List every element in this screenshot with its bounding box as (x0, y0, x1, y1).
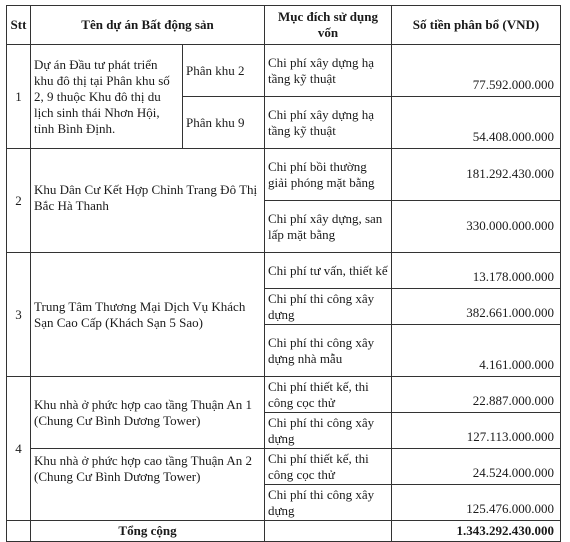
total-purpose-cell (265, 521, 392, 542)
purpose-cell: Chi phí xây dựng hạ tầng kỹ thuật (265, 97, 392, 149)
total-stt-cell (7, 521, 31, 542)
purpose-cell: Chi phí thi công xây dựng (265, 413, 392, 449)
project-name-cell: Dự án Đầu tư phát triển khu đô thị tại Phân khu số 2, 9 thuộc Khu đô thị du lịch sinh thái Nhơn Hội, tỉnh Bình Định. (31, 45, 183, 149)
purpose-cell: Chi phí thi công xây dựng (265, 289, 392, 325)
table-row (7, 253, 561, 289)
header-row (7, 6, 561, 45)
purpose-cell: Chi phí thi công xây dựng nhà mẫu (265, 325, 392, 377)
total-amount: 1.343.292.430.000 (392, 521, 561, 542)
stt-cell: 4 (7, 377, 31, 521)
zone-cell: Phân khu 2 (183, 45, 265, 97)
zone-cell: Phân khu 9 (183, 97, 265, 149)
table-row (7, 149, 561, 201)
purpose-cell: Chi phí thiết kế, thi công cọc thử (265, 449, 392, 485)
amount-cell: 181.292.430.000 (392, 149, 561, 201)
amount-cell: 330.000.000.000 (392, 201, 561, 253)
purpose-cell: Chi phí tư vấn, thiết kế (265, 253, 392, 289)
table-row (7, 45, 561, 97)
purpose-cell: Chi phí xây dựng hạ tầng kỹ thuật (265, 45, 392, 97)
table-row (7, 449, 561, 485)
amount-cell: 13.178.000.000 (392, 253, 561, 289)
allocation-table (6, 5, 561, 542)
header-purpose: Mục đích sử dụng vốn (265, 6, 392, 45)
total-row (7, 521, 561, 542)
project-name-cell: Khu nhà ở phức hợp cao tầng Thuận An 1 (Chung Cư Bình Dương Tower) (31, 377, 265, 449)
table-row (7, 377, 561, 413)
purpose-cell: Chi phí bồi thường giải phóng mặt bằng (265, 149, 392, 201)
amount-cell: 77.592.000.000 (392, 45, 561, 97)
amount-cell: 382.661.000.000 (392, 289, 561, 325)
project-name-cell: Khu nhà ở phức hợp cao tầng Thuận An 2 (Chung Cư Bình Dương Tower) (31, 449, 265, 521)
header-stt: Stt (7, 6, 31, 45)
project-name-cell: Trung Tâm Thương Mại Dịch Vụ Khách Sạn Cao Cấp (Khách Sạn 5 Sao) (31, 253, 265, 377)
stt-cell: 2 (7, 149, 31, 253)
amount-cell: 24.524.000.000 (392, 449, 561, 485)
total-label: Tổng cộng (31, 521, 265, 542)
purpose-cell: Chi phí thi công xây dựng (265, 485, 392, 521)
amount-cell: 127.113.000.000 (392, 413, 561, 449)
amount-cell: 125.476.000.000 (392, 485, 561, 521)
header-project: Tên dự án Bất động sản (31, 6, 265, 45)
header-amount: Số tiền phân bổ (VND) (392, 6, 561, 45)
purpose-cell: Chi phí xây dựng, san lấp mặt bằng (265, 201, 392, 253)
purpose-cell: Chi phí thiết kế, thi công cọc thử (265, 377, 392, 413)
project-name-cell: Khu Dân Cư Kết Hợp Chỉnh Trang Đô Thị Bắc Hà Thanh (31, 149, 265, 253)
amount-cell: 54.408.000.000 (392, 97, 561, 149)
amount-cell: 22.887.000.000 (392, 377, 561, 413)
amount-cell: 4.161.000.000 (392, 325, 561, 377)
stt-cell: 1 (7, 45, 31, 149)
stt-cell: 3 (7, 253, 31, 377)
